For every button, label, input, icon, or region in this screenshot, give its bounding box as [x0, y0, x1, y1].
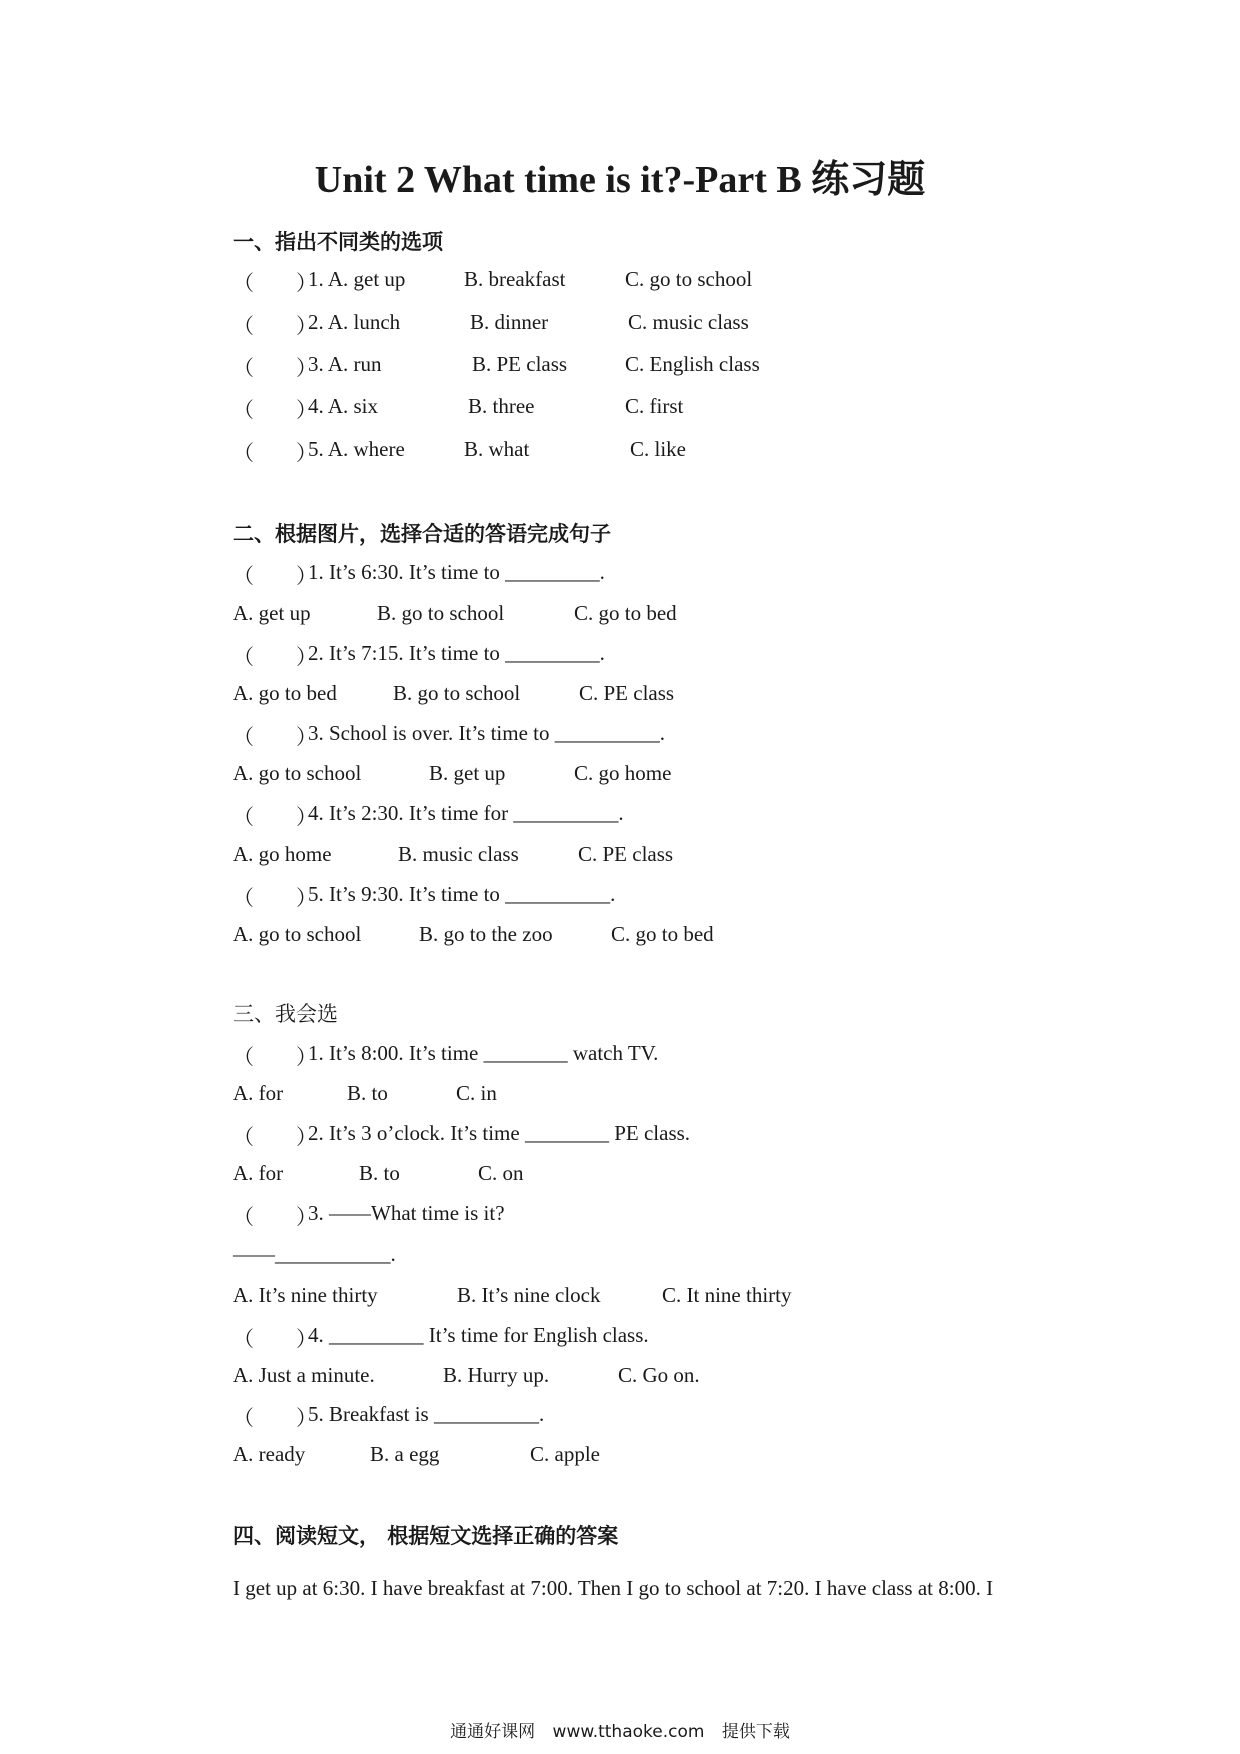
s1-q4-option-c: C. first: [625, 394, 684, 418]
s1-q1-paren: （ ）: [233, 271, 317, 295]
s1-q3-paren: （ ）: [233, 356, 317, 380]
s3-q2-option-b: B. to: [359, 1161, 400, 1185]
s3-q5-option-c: C. apple: [530, 1442, 600, 1466]
s2-q4-option-c: C. PE class: [578, 842, 674, 866]
s3-q5-option-a: A. ready: [233, 1442, 306, 1466]
s2-q1-question: 1. It’s 6:30. It’s time to _________.: [308, 560, 605, 584]
s3-q1-option-c: C. in: [456, 1081, 497, 1105]
s2-q1-paren: （ ）: [233, 564, 317, 588]
s2-q4-question: 4. It’s 2:30. It’s time for __________.: [308, 801, 624, 825]
s1-q3-option-a: 3. A. run: [308, 352, 382, 376]
section1-heading: 一、指出不同类的选项: [233, 230, 443, 254]
s2-q2-question: 2. It’s 7:15. It’s time to _________.: [308, 641, 605, 665]
s1-q5-option-b: B. what: [464, 437, 530, 461]
s1-q4-paren: （ ）: [233, 398, 317, 422]
s3-q4-option-a: A. Just a minute.: [233, 1363, 375, 1387]
s3-q3-paren: （ ）: [233, 1205, 317, 1229]
s2-q3-option-c: C. go home: [574, 761, 672, 785]
s1-q4-option-b: B. three: [468, 394, 535, 418]
s1-q3-option-b: B. PE class: [472, 352, 568, 376]
s2-q2-option-b: B. go to school: [393, 681, 521, 705]
s2-q3-question: 3. School is over. It’s time to __________.: [308, 721, 665, 745]
s3-q1-option-a: A. for: [233, 1081, 284, 1105]
s2-q1-option-a: A. get up: [233, 601, 311, 625]
section4-heading: 四、阅读短文， 根据短文选择正确的答案: [233, 1524, 619, 1548]
s3-q4-question: 4. _________ It’s time for English class.: [308, 1323, 649, 1347]
reading-passage: I get up at 6:30. I have breakfast at 7:00. Then I go to school at 7:20. I have class at 8:00. I: [233, 1576, 994, 1600]
s3-q4-paren: （ ）: [233, 1327, 317, 1351]
s2-q4-paren: （ ）: [233, 805, 317, 829]
s2-q2-paren: （ ）: [233, 645, 317, 669]
s2-q1-option-b: B. go to school: [377, 601, 505, 625]
s1-q5-paren: （ ）: [233, 441, 317, 465]
s2-q5-option-c: C. go to bed: [611, 922, 714, 946]
s1-q1-option-b: B. breakfast: [464, 267, 566, 291]
footer-note: 提供下载: [721, 1722, 790, 1742]
s1-q2-option-b: B. dinner: [470, 310, 549, 334]
s1-q2-option-a: 2. A. lunch: [308, 310, 401, 334]
s3-q3-option-c: C. It nine thirty: [662, 1283, 792, 1307]
s3-q4-option-c: C. Go on.: [618, 1363, 700, 1387]
page-title: Unit 2 What time is it?-Part B 练习题: [314, 159, 926, 201]
s1-q2-paren: （ ）: [233, 314, 317, 338]
s1-q5-option-c: C. like: [630, 437, 686, 461]
s3-q2-paren: （ ）: [233, 1125, 317, 1149]
s2-q5-question: 5. It’s 9:30. It’s time to __________.: [308, 882, 616, 906]
s2-q3-paren: （ ）: [233, 725, 317, 749]
footer-url: www.tthaoke.com: [552, 1722, 705, 1742]
s2-q2-option-c: C. PE class: [579, 681, 675, 705]
s1-q2-option-c: C. music class: [628, 310, 749, 334]
s3-q3-option-b: B. It’s nine clock: [457, 1283, 601, 1307]
section2-heading: 二、根据图片，选择合适的答语完成句子: [233, 522, 611, 546]
s3-q1-paren: （ ）: [233, 1045, 317, 1069]
s3-q2-option-c: C. on: [478, 1161, 524, 1185]
s2-q3-option-b: B. get up: [429, 761, 506, 785]
s3-q3-option-a: A. It’s nine thirty: [233, 1283, 378, 1307]
s3-q2-question: 2. It’s 3 o’clock. It’s time ________ PE class.: [308, 1121, 691, 1145]
s2-q4-option-a: A. go home: [233, 842, 332, 866]
s3-q5-question: 5. Breakfast is __________.: [308, 1402, 545, 1426]
s1-q3-option-c: C. English class: [625, 352, 760, 376]
s2-q3-option-a: A. go to school: [233, 761, 362, 785]
s2-q2-option-a: A. go to bed: [233, 681, 337, 705]
s3-q1-option-b: B. to: [347, 1081, 388, 1105]
s2-q5-option-a: A. go to school: [233, 922, 362, 946]
s3-q4-option-b: B. Hurry up.: [443, 1363, 550, 1387]
s1-q1-option-c: C. go to school: [625, 267, 753, 291]
footer-site-name: 通通好课网: [450, 1722, 536, 1742]
s3-q3-answer-line: ——___________.: [233, 1242, 396, 1266]
footer: [0, 1717, 1240, 1742]
s3-q1-question: 1. It’s 8:00. It’s time ________ watch TV.: [308, 1041, 659, 1065]
s3-q5-option-b: B. a egg: [370, 1442, 440, 1466]
s1-q5-option-a: 5. A. where: [308, 437, 405, 461]
s1-q1-option-a: 1. A. get up: [308, 267, 406, 291]
s3-q2-option-a: A. for: [233, 1161, 284, 1185]
s1-q4-option-a: 4. A. six: [308, 394, 379, 418]
s3-q3-question: 3. ——What time is it?: [308, 1201, 505, 1225]
section3-heading: 三、我会选: [233, 1002, 338, 1026]
s2-q5-paren: （ ）: [233, 886, 317, 910]
s3-q5-paren: （ ）: [233, 1406, 317, 1430]
s2-q1-option-c: C. go to bed: [574, 601, 677, 625]
s2-q5-option-b: B. go to the zoo: [419, 922, 553, 946]
s2-q4-option-b: B. music class: [398, 842, 519, 866]
